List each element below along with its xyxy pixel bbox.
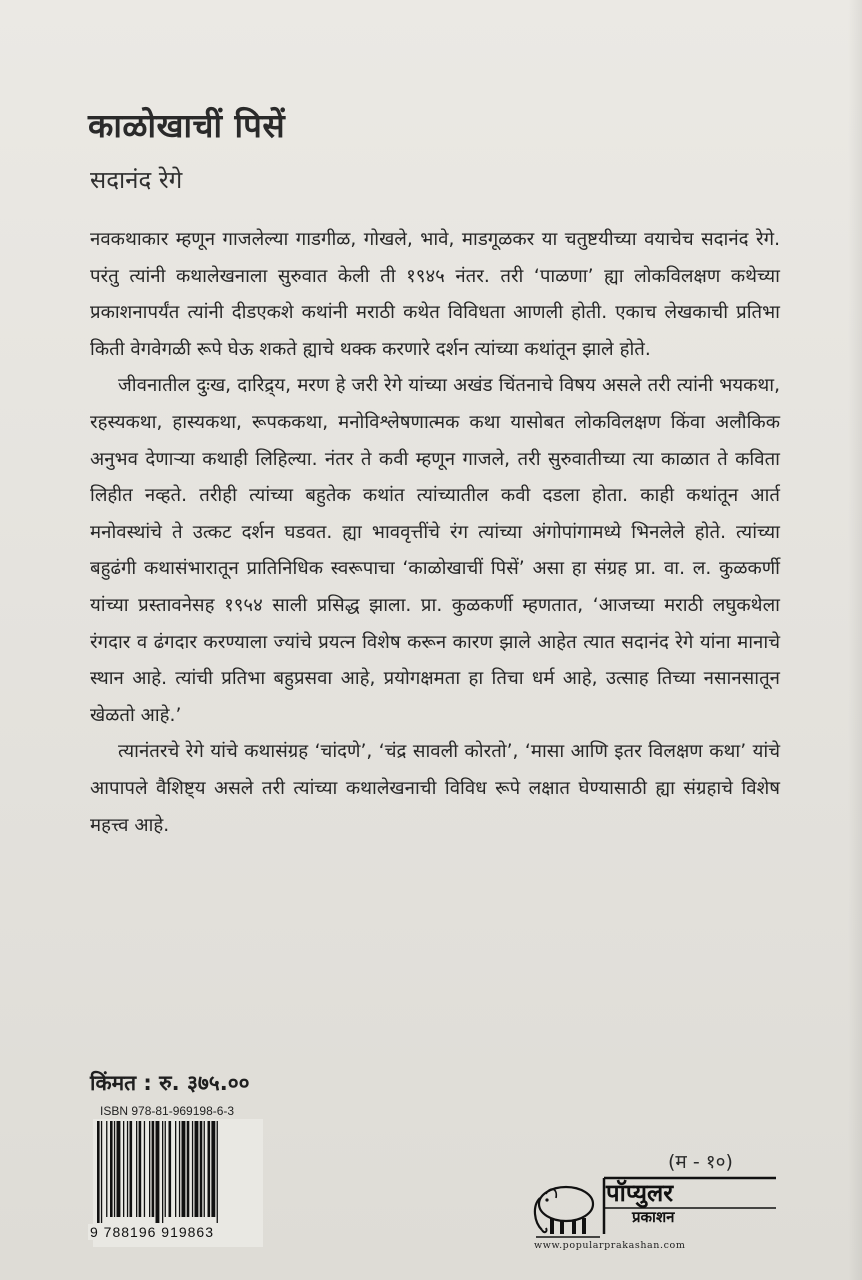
- series-code: (म - १०): [668, 1151, 733, 1173]
- blurb-paragraph-3: त्यानंतरचे रेगे यांचे कथासंग्रह ‘चांदणे’, ‘चंद्र सावली कोरतो’, ‘मासा आणि इतर विलक्षण कथा’ यांचे आपापले वैशिष्ट्य असले तरी त्यांच्या कथालेखनाची विविध रूपे लक्षात घेण्यासाठी ह्या संग्रहाचे विशेष महत्त्व आहे.: [90, 741, 780, 836]
- blurb: [90, 222, 780, 844]
- barcode-bars-icon: [93, 1119, 263, 1223]
- price-label: किंमत : रु. ३७५.००: [90, 1071, 250, 1095]
- publisher-sub: प्रकाशन: [632, 1208, 675, 1226]
- spine-shadow: [848, 0, 862, 1280]
- book-author: सदानंद रेगे: [90, 166, 183, 194]
- blurb-paragraph-1: नवकथाकार म्हणून गाजलेल्या गाडगीळ, गोखले, भावे, माडगूळकर या चतुष्टयीच्या वयाचेच सदानंद रेगे. परंतु त्यांनी कथालेखनाला सुरुवात केली ती १९४५ नंतर. तरी ‘पाळणा’ ह्या लोकविलक्षण कथेच्या प्रकाशनापर्यंत त्यांनी दीडएकशे कथांनी मराठी कथेत विविधता आणली होती. एकाच लेखकाची प्रतिभा किती वेगवेगळी रूपे घेऊ शकते ह्याचे थक्क करणारे दर्शन त्यांच्या कथांतून झाले होते.: [90, 229, 780, 360]
- publisher-url: www.popularprakashan.com: [534, 1240, 686, 1251]
- isbn-text: ISBN 978-81-969198-6-3: [100, 1104, 235, 1118]
- publisher-name: पॉप्युलर: [606, 1179, 674, 1207]
- book-title: काळोखाचीं पिसें: [88, 106, 286, 145]
- blurb-paragraph-2: जीवनातील दुःख, दारिद्र्य, मरण हे जरी रेगे यांच्या अखंड चिंतनाचे विषय असले तरी त्यांनी भयकथा, रहस्यकथा, हास्यकथा, रूपककथा, मनोविश्लेषणात्मक कथा यासोबत लोकविलक्षण किंवा अलौकिक अनुभव देणाऱ्या कथाही लिहिल्या. नंतर ते कवी म्हणून गाजले, तरी सुरुवातीच्या त्या काळात ते कविता लिहीत नव्हते. तरीही त्यांच्या बहुतेक कथांत त्यांच्यातील कवी दडला होता. काही कथांतून आर्त मनोवस्थांचे ते उत्कट दर्शन घडवत. ह्या भाववृत्तींचे रंग त्यांच्या अंगोपांगामध्ये भिनलेले होते. त्यांच्या बहुढंगी कथासंभारातून प्रातिनिधिक स्वरूपाचा ‘काळोखाचीं पिसें’ असा हा संग्रह प्रा. वा. ल. कुळकर्णी यांच्या प्रस्तावनेसह १९५४ साली प्रसिद्ध झाला. प्रा. कुळकर्णी म्हणतात, ‘आजच्या मराठी लघुकथेला रंगदार व ढंगदार करण्याला ज्यांचे प्रयत्न विशेष करून कारण झाले आहेत त्यात सदानंद रेगे यांना मानाचे स्थान आहे. त्यांची प्रतिभा बहुप्रसवा आहे, प्रयोगक्षमता हा तिचा धर्म आहे, उत्साह तिच्या नसानसातून खेळतो आहे.’: [90, 375, 780, 726]
- barcode-number: 9 788196 919863: [90, 1224, 214, 1240]
- elephant-icon: [535, 1187, 600, 1237]
